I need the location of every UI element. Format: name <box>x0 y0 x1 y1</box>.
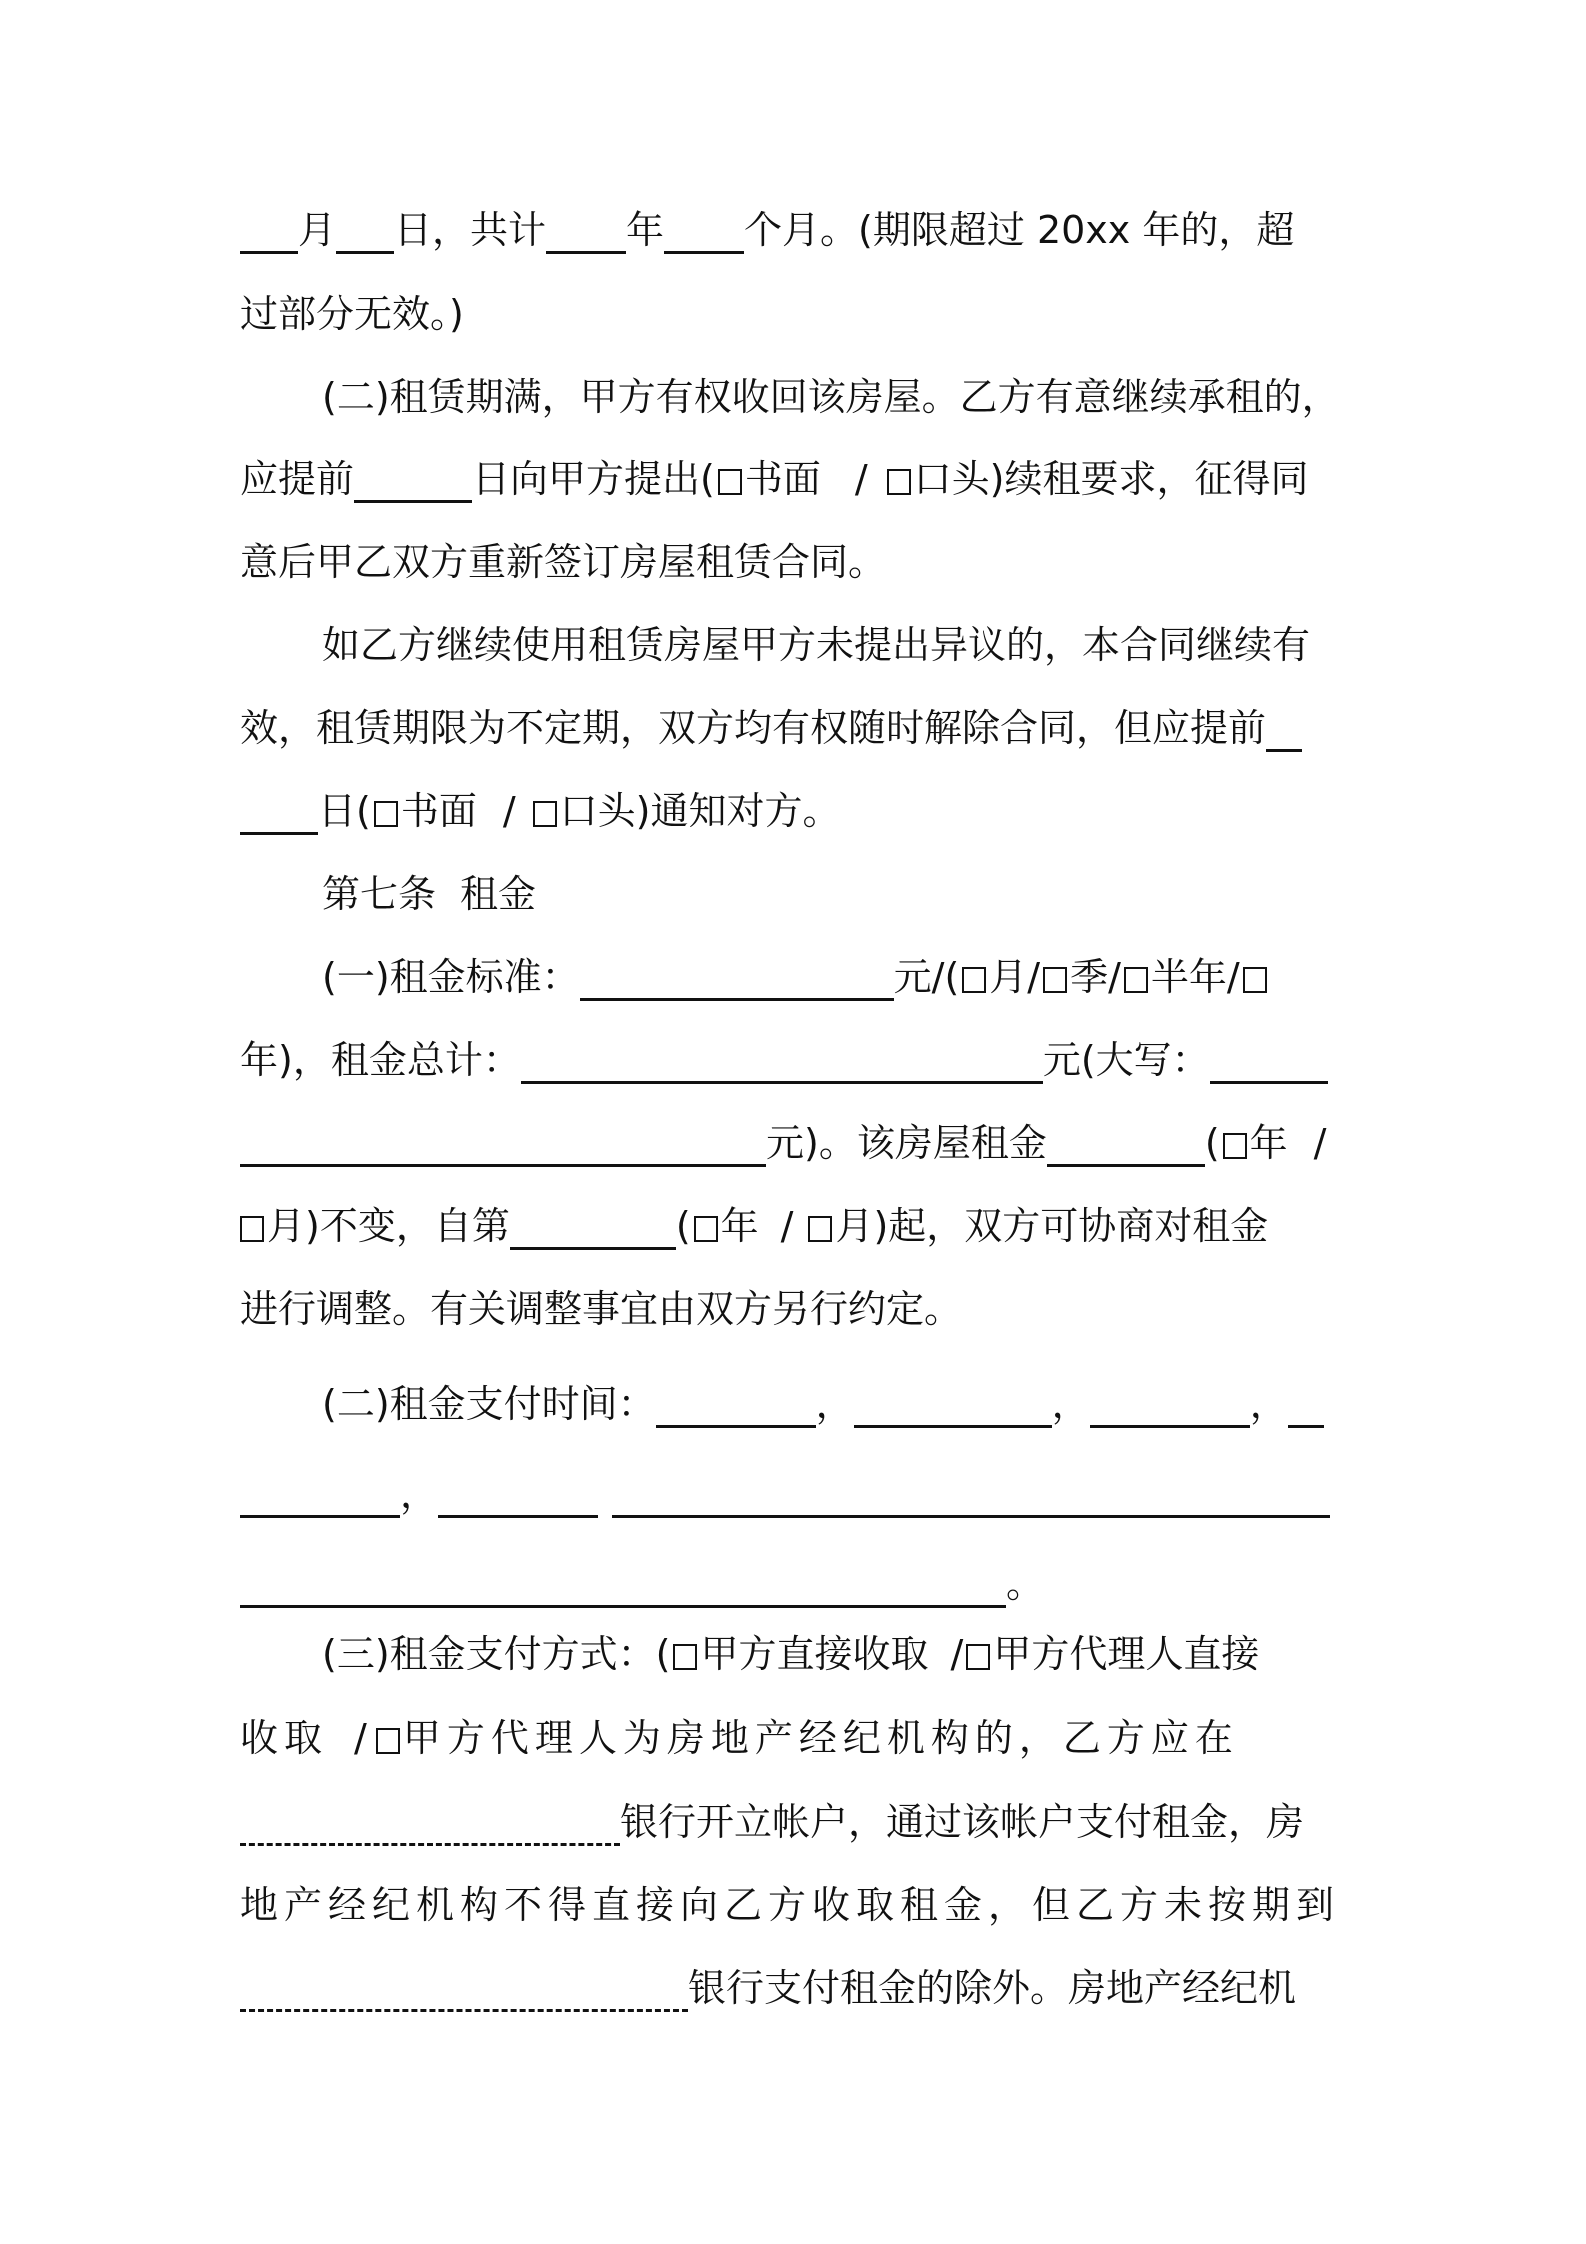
text-line <box>240 1101 1350 1185</box>
text-line <box>240 437 1350 521</box>
text-span: 甲方代理人为房地产经纪机构的，乙方应在 <box>402 1716 1239 1760</box>
text-span: 银行开立帐户，通过该帐户支付租金，房 <box>620 1800 1305 1844</box>
text-span: 进行调整。有关调整事宜由双方另行约定。 <box>240 1287 963 1331</box>
text-span: 口头)续租要求，征得同 <box>913 457 1309 501</box>
slash: / <box>502 789 516 833</box>
checkbox-icon[interactable] <box>694 1216 718 1242</box>
text-span: 个月。(期限超过 20xx 年的，超 <box>744 208 1295 252</box>
text-span: 日( <box>318 789 371 833</box>
checkbox-icon[interactable] <box>240 1216 264 1242</box>
text-span: 半年/ <box>1150 955 1240 999</box>
text-line <box>240 769 1350 853</box>
text-span: 元)。该房屋租金 <box>766 1121 1047 1165</box>
text-span: 银行支付租金的除外。房地产经纪机 <box>688 1966 1297 2010</box>
fill-blank <box>510 1205 676 1250</box>
text-span: 书面 <box>744 457 821 501</box>
text-span: 意后甲乙双方重新签订房屋租赁合同。 <box>240 540 887 584</box>
checkbox-icon[interactable] <box>533 801 557 827</box>
text-span: 月)不变，自第 <box>267 1204 510 1248</box>
text-line <box>240 686 1350 770</box>
fill-blank <box>1090 1383 1250 1428</box>
checkbox-icon[interactable] <box>1043 967 1067 993</box>
fill-blank <box>521 1039 1043 1084</box>
text-span: (二)租金支付时间： <box>322 1382 656 1426</box>
fill-blank <box>664 209 744 254</box>
checkbox-icon[interactable] <box>962 967 986 993</box>
checkbox-icon[interactable] <box>887 469 911 495</box>
text-line <box>240 1018 1350 1102</box>
separator: ， <box>1249 1382 1288 1426</box>
fill-blank <box>336 209 394 254</box>
slash: / <box>354 1716 373 1760</box>
slash: / <box>780 1204 794 1248</box>
text-span: 年 <box>1249 1121 1288 1165</box>
separator: ， <box>1051 1382 1090 1426</box>
text-span: 年 <box>720 1204 759 1248</box>
fill-blank <box>580 956 894 1001</box>
checkbox-icon[interactable] <box>1243 967 1267 993</box>
text-span: 日向甲方提出( <box>472 457 715 501</box>
text-span: 过部分无效。) <box>240 292 464 336</box>
text-line <box>240 1780 1350 1864</box>
text-span: 租金 <box>460 872 537 916</box>
text-span: 第七条 <box>322 872 437 916</box>
text-span: 年)，租金总计： <box>240 1038 521 1082</box>
text-span: (二)租赁期满，甲方有权收回该房屋。乙方有意继续承租的， <box>322 375 1340 419</box>
text-span: (三)租金支付方式：( <box>322 1632 671 1676</box>
text-span: 甲方直接收取 <box>700 1632 929 1676</box>
text-span: ( <box>675 1204 691 1248</box>
checkbox-icon[interactable] <box>673 1644 697 1670</box>
text-span: 月 <box>298 208 337 252</box>
checkbox-icon[interactable] <box>374 801 398 827</box>
checkbox-icon[interactable] <box>718 469 742 495</box>
text-span: 。 <box>1006 1562 1045 1606</box>
text-span: 日，共计 <box>394 208 547 252</box>
fill-blank <box>438 1473 598 1518</box>
fill-blank <box>546 209 626 254</box>
fill-blank <box>240 1563 1006 1608</box>
fill-blank <box>240 1967 688 2012</box>
text-line <box>240 188 1350 272</box>
text-span: (一)租金标准： <box>322 955 580 999</box>
fill-blank <box>240 1122 766 1167</box>
text-line <box>322 935 1350 1019</box>
text-span: 收取 <box>240 1716 329 1760</box>
fill-blank <box>854 1383 1052 1428</box>
checkbox-icon[interactable] <box>808 1216 832 1242</box>
text-line <box>240 272 1350 356</box>
text-line <box>322 355 1350 439</box>
text-span: 应提前 <box>240 457 355 501</box>
text-line <box>322 1612 1350 1696</box>
text-span: 月/ <box>989 955 1041 999</box>
separator: ， <box>400 1472 439 1516</box>
text-line <box>240 1267 1350 1351</box>
text-span: 如乙方继续使用租赁房屋甲方未提出异议的，本合同继续有 <box>322 623 1311 667</box>
fill-blank <box>1210 1039 1328 1084</box>
text-span: 元(大写： <box>1042 1038 1210 1082</box>
text-span: 年 <box>626 208 665 252</box>
fill-blank <box>354 458 472 503</box>
text-span: 口头)通知对方。 <box>559 789 841 833</box>
separator: ， <box>815 1382 854 1426</box>
fill-blank <box>1288 1383 1324 1428</box>
text-span: ( <box>1204 1121 1220 1165</box>
checkbox-icon[interactable] <box>376 1728 400 1754</box>
text-span: 元/( <box>893 955 960 999</box>
fill-blank <box>240 209 298 254</box>
text-span: 书面 <box>400 789 477 833</box>
text-span: 月)起，双方可协商对租金 <box>835 1204 1269 1248</box>
text-line <box>240 520 1350 604</box>
fill-blank <box>240 790 318 835</box>
text-span: 效，租赁期限为不定期，双方均有权随时解除合同，但应提前 <box>240 706 1267 750</box>
fill-blank <box>240 1473 400 1518</box>
text-line <box>322 603 1350 687</box>
fill-blank <box>1266 707 1302 752</box>
fill-blank <box>240 1801 620 1846</box>
slash: / <box>854 457 868 501</box>
text-line <box>240 1452 1350 1536</box>
fill-blank <box>612 1473 1330 1518</box>
checkbox-icon[interactable] <box>966 1644 990 1670</box>
fill-blank <box>656 1383 816 1428</box>
text-line <box>240 1863 1350 1947</box>
slash: / <box>950 1632 964 1676</box>
checkbox-icon[interactable] <box>1223 1133 1247 1159</box>
text-line <box>240 1696 1350 1780</box>
text-span: 甲方代理人直接 <box>993 1632 1260 1676</box>
fill-blank <box>1047 1122 1205 1167</box>
text-line <box>322 1362 1350 1446</box>
text-line <box>240 1946 1350 2030</box>
slash: / <box>1313 1121 1327 1165</box>
checkbox-icon[interactable] <box>1124 967 1148 993</box>
text-span: 地产经纪机构不得直接向乙方收取租金，但乙方未按期到 <box>240 1883 1341 1927</box>
article-heading <box>322 852 1350 936</box>
text-line <box>240 1184 1350 1268</box>
text-span: 季/ <box>1070 955 1121 999</box>
